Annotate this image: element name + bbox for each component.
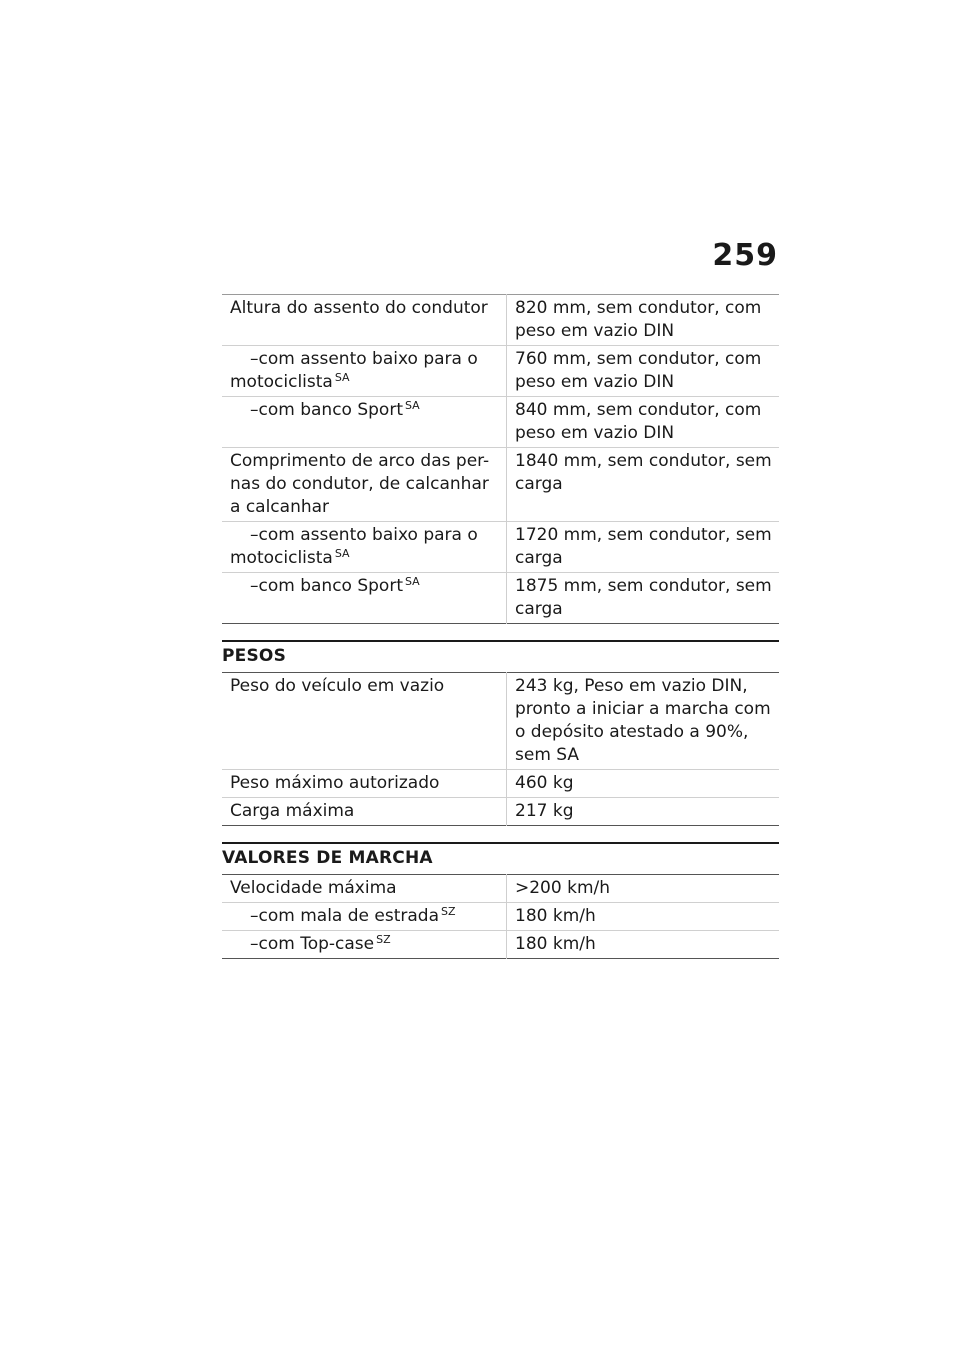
spec-label bbox=[222, 673, 507, 770]
table-row bbox=[222, 295, 779, 346]
table-row bbox=[222, 346, 779, 397]
spec-label bbox=[222, 295, 507, 346]
table-row bbox=[222, 875, 779, 903]
spec-label-text: Altura do assento do condutor bbox=[230, 298, 488, 318]
spec-value: 840 mm, sem condutor, com peso em vazio DIN bbox=[507, 397, 780, 448]
running-table bbox=[222, 874, 779, 959]
spec-label bbox=[222, 573, 507, 624]
spec-value: 820 mm, sem condutor, com peso em vazio DIN bbox=[515, 298, 762, 341]
option-marker: SA bbox=[404, 399, 420, 412]
spec-label-text: Comprimento de arco das per-nas do condutor, de calcanhar a calcanhar bbox=[230, 451, 490, 517]
spec-label bbox=[222, 903, 507, 931]
spec-value: >200 km/h bbox=[515, 878, 611, 898]
dimensions-table bbox=[222, 294, 779, 624]
table-row bbox=[222, 448, 779, 522]
section-title-running: VALORES DE MARCHA bbox=[222, 842, 779, 874]
spec-value: 243 kg, Peso em vazio DIN, pronto a iniciar a marcha com o depósito atestado a 90%, sem SA bbox=[515, 676, 771, 765]
spec-value: 217 kg bbox=[507, 798, 780, 826]
option-marker: SZ bbox=[440, 905, 456, 918]
option-marker: SA bbox=[334, 371, 350, 384]
page-number: 259 bbox=[712, 238, 778, 273]
spec-label bbox=[222, 522, 507, 573]
spec-value: 180 km/h bbox=[507, 903, 780, 931]
spec-value: 1875 mm, sem condutor, sem carga bbox=[507, 573, 780, 624]
weights-table bbox=[222, 672, 779, 826]
spec-label-text: –com assento baixo para o motociclista bbox=[230, 525, 478, 568]
option-marker: SZ bbox=[376, 933, 391, 946]
table-row bbox=[222, 903, 779, 931]
table-row bbox=[222, 931, 779, 959]
table-row bbox=[222, 770, 779, 798]
spec-label bbox=[222, 448, 507, 522]
spec-value: 460 kg bbox=[507, 770, 780, 798]
spec-label-text: –com Top-case bbox=[250, 934, 375, 954]
spec-label-text: Peso máximo autorizado bbox=[230, 773, 440, 793]
spec-label bbox=[222, 346, 507, 397]
spec-label bbox=[222, 798, 507, 826]
spec-content bbox=[222, 294, 779, 959]
spec-label bbox=[222, 931, 507, 959]
table-row bbox=[222, 522, 779, 573]
spec-label-text: Carga máxima bbox=[230, 801, 355, 821]
spec-label-text: –com mala de estrada bbox=[250, 906, 439, 926]
spec-label-text: –com banco Sport bbox=[250, 400, 403, 420]
section-title-weights: PESOS bbox=[222, 640, 779, 672]
spec-label bbox=[222, 397, 507, 448]
option-marker: SA bbox=[334, 547, 350, 560]
table-row bbox=[222, 573, 779, 624]
spec-value: 1840 mm, sem condutor, sem carga bbox=[507, 448, 780, 522]
table-row bbox=[222, 673, 779, 770]
spec-value: 760 mm, sem condutor, com peso em vazio DIN bbox=[507, 346, 780, 397]
table-row bbox=[222, 798, 779, 826]
spec-value: 180 km/h bbox=[507, 931, 780, 959]
option-marker: SA bbox=[404, 575, 420, 588]
spec-label-text: –com banco Sport bbox=[250, 576, 403, 596]
table-row bbox=[222, 397, 779, 448]
spec-label-text: Peso do veículo em vazio bbox=[230, 676, 445, 696]
spec-value: 1720 mm, sem condutor, sem carga bbox=[507, 522, 780, 573]
spec-label-text: –com assento baixo para o motociclista bbox=[230, 349, 478, 392]
spec-label bbox=[222, 875, 507, 903]
spec-label bbox=[222, 770, 507, 798]
spec-label-text: Velocidade máxima bbox=[230, 878, 397, 898]
